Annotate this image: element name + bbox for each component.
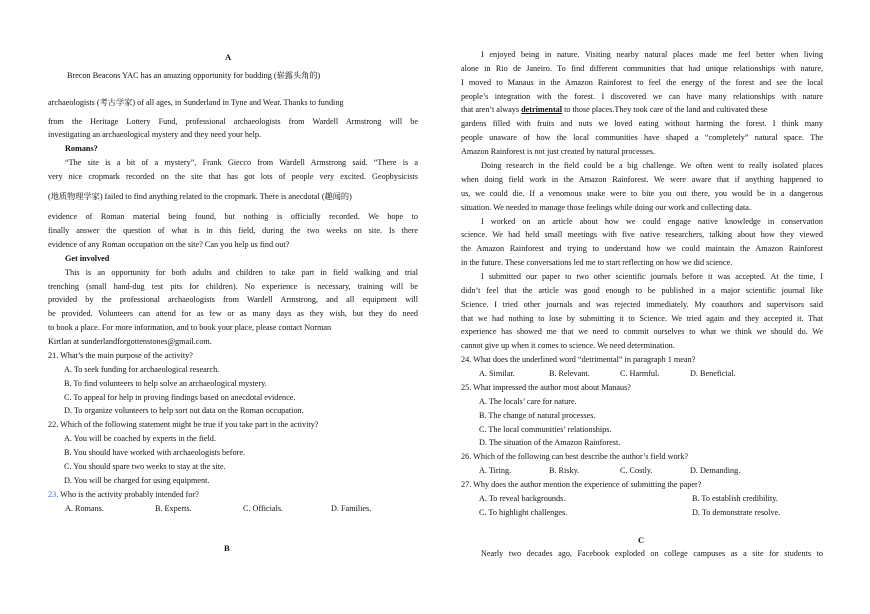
passage-a-line: “The site is a bit of a mystery”, Frank Giecco from Wardell Armstrong said. “There is a [65,158,418,167]
option-23b[interactable]: B. Experts. [155,504,192,513]
passage-a-line: be provided. Volunteers can attend for as few or as many days as they wish, but they do need [48,309,418,318]
option-24a[interactable]: A. Similar. [479,369,515,378]
question-25: 25. What impressed the author most about Manaus? [461,383,631,392]
passage-b-line: Amazon Rainforest is not just created by natural processes. [461,147,655,156]
passage-a-line: from the Heritage Lottery Fund, professional archaeologists from Wardell Armstrong will be [48,117,418,126]
passage-b-line: gardens filled with fruits and nuts we loved eating without harming the forest. I think many [461,119,823,128]
passage-b-line: the Amazon Rainforest and trying to understand how we could maintain the Amazon Rainforest [461,244,823,253]
passage-a-line: to book a place. For more information, and to book your place, please contact Norman [48,323,332,332]
option-27a[interactable]: A. To reveal backgrounds. [479,494,566,503]
passage-a-line: Kirtlan at sunderlandforgottenstones@gmail.com. [48,337,212,346]
subheading-get-involved: Get involved [65,254,110,263]
question-23-number: 23. [48,490,59,499]
option-26b[interactable]: B. Risky. [549,466,580,475]
option-26c[interactable]: C. Costly. [620,466,653,475]
passage-c-line: Nearly two decades ago, Facebook exploded on college campuses as a site for students to [481,549,823,558]
passage-a-line: evidence of Roman material being found, but nothing is officially recorded. We hope to [48,212,418,221]
passage-a-line: archaeologists (考古学家) of all ages, in Sunderland in Tyne and Wear. Thanks to funding [48,98,344,107]
option-22d[interactable]: D. You will be charged for using equipment. [64,476,210,485]
passage-b-line: I worked on an article about how we could engage native knowledge in conservation [481,217,823,226]
question-24: 24. What does the underlined word “detrimental” in paragraph 1 mean? [461,355,696,364]
passage-b-line: people unaware of how the local communities have shaped a “completely” natural space. The [461,133,823,142]
passage-b-line: I moved to Manaus in the Amazon Rainforest to feel the energy of the forest and see the local [461,78,823,87]
option-27b[interactable]: B. To establish credibility. [692,494,778,503]
passage-a-line: finally answer the question of what is in this field, during the two weeks on site. Is there [48,226,418,235]
passage-b-line: alone in Rio de Janeiro. To find different communities that had unique relationships with nature, [461,64,823,73]
passage-b-line: situation. We needed to manage those feelings while doing our work and collecting data. [461,203,751,212]
passage-b-text: to those places.They took care of the land and cultivated these [564,105,768,114]
passage-a-line: (地质物理学家) failed to find anything related to the cropmark. There is anecdotal (趣闻的) [48,192,352,201]
passage-a-line: trenching (small hand-dug test pits for children). No experience is necessary, training will be [48,282,418,291]
option-21c[interactable]: C. To appeal for help in proving findings based on anecdotal evidence. [64,393,296,402]
passage-b-line: didn’t feel that the article was good enough to be published in a major scientific journal like [461,286,823,295]
option-24d[interactable]: D. Beneficial. [690,369,736,378]
option-24c[interactable]: C. Harmful. [620,369,660,378]
passage-a-line: Brecon Beacons YAC has an amazing opportunity for budding (崭露头角的) [67,71,321,80]
passage-b-line: I enjoyed being in nature. Visiting nearby natural places made me feel better when living [481,50,823,59]
passage-b-line: when doing field work in the Amazon Rainforest. We were aware that if anything happened to [461,175,823,184]
passage-b-line-detrimental [461,104,823,115]
question-23-text: Who is the activity probably intended for? [60,490,199,499]
option-25b[interactable]: B. The change of natural processes. [479,411,596,420]
option-22c[interactable]: C. You should spare two weeks to stay at the site. [64,462,226,471]
option-23a[interactable]: A. Romans. [65,504,104,513]
option-23c[interactable]: C. Officials. [243,504,284,513]
passage-a-line: very nice cropmark recorded on the site that has got lots of people very excited. Geophysicists [48,172,418,181]
passage-b-line: Science. I tried other journals and was rejected immediately. My coauthors and supervisors said [461,300,823,309]
passage-a-line: investigating an archaeological mystery and they need your help. [48,130,262,139]
question-27: 27. Why does the author mention the experience of submitting the paper? [461,480,702,489]
underlined-word-detrimental: detrimental [521,105,563,114]
passage-b-line: I submitted our paper to two other scientific journals before it was accepted. At the time, I [481,272,823,281]
subheading-romans: Romans? [65,144,98,153]
passage-b-line: Doing research in the field could be a big challenge. We often went to really isolated places [481,161,823,170]
option-23d[interactable]: D. Families. [331,504,372,513]
passage-a-line: This is an opportunity for both adults and children to take part in field walking and trial [65,268,418,277]
passage-b-letter: B [224,543,230,553]
option-24b[interactable]: B. Relevant. [549,369,590,378]
passage-b-line: that we had nothing to lose by submitting it to Science. We tried again and they accepted it. That [461,314,823,323]
option-22b[interactable]: B. You should have worked with archaeologists before. [64,448,246,457]
option-22a[interactable]: A. You will be coached by experts in the field. [64,434,216,443]
passage-b-line: us, we could die. If a venomous snake were to bite you out there, you would be in a dangerous [461,189,823,198]
option-26a[interactable]: A. Tiring. [479,466,512,475]
option-27c[interactable]: C. To highlight challenges. [479,508,568,517]
option-21d[interactable]: D. To organize volunteers to help sort out data on the Roman occupation. [64,406,304,415]
option-25c[interactable]: C. The local communities’ relationships. [479,425,612,434]
passage-b-text: that aren’t always [461,105,520,114]
passage-b-line: science. We had held small meetings with five native researchers, talking about how they viewed [461,230,823,239]
option-21b[interactable]: B. To find volunteers to help solve an archaeological mystery. [64,379,267,388]
question-22: 22. Which of the following statement might be true if you take part in the activity? [48,420,319,429]
passage-a-letter: A [225,52,232,62]
option-26d[interactable]: D. Demanding. [690,466,741,475]
passage-a-line: provided by the professional archaeologists from Wardell Armstrong, and all equipment will [48,295,418,304]
question-23 [48,489,199,500]
passage-b-line: in the future. These conversations led me to start reflecting on how we did science. [461,258,733,267]
passage-b-line: people’s integration with the forest. I discovered we can have many relationships with nature [461,92,823,101]
passage-a-line: evidence of any Roman occupation on the site? Can you help us find out? [48,240,290,249]
passage-c-letter: C [638,535,645,545]
passage-b-line: cannot give up when it comes to science. We need determination. [461,341,675,350]
passage-b-line: experience has showed me that we need to commit ourselves to what we think we should do. We [461,327,823,336]
option-25a[interactable]: A. The locals’ care for nature. [479,397,577,406]
question-26: 26. Which of the following can best describe the author’s field work? [461,452,689,461]
option-21a[interactable]: A. To seek funding for archaeological research. [64,365,220,374]
option-27d[interactable]: D. To demonstrate resolve. [692,508,781,517]
option-25d[interactable]: D. The situation of the Amazon Rainforest. [479,438,621,447]
question-21: 21. What’s the main purpose of the activity? [48,351,193,360]
